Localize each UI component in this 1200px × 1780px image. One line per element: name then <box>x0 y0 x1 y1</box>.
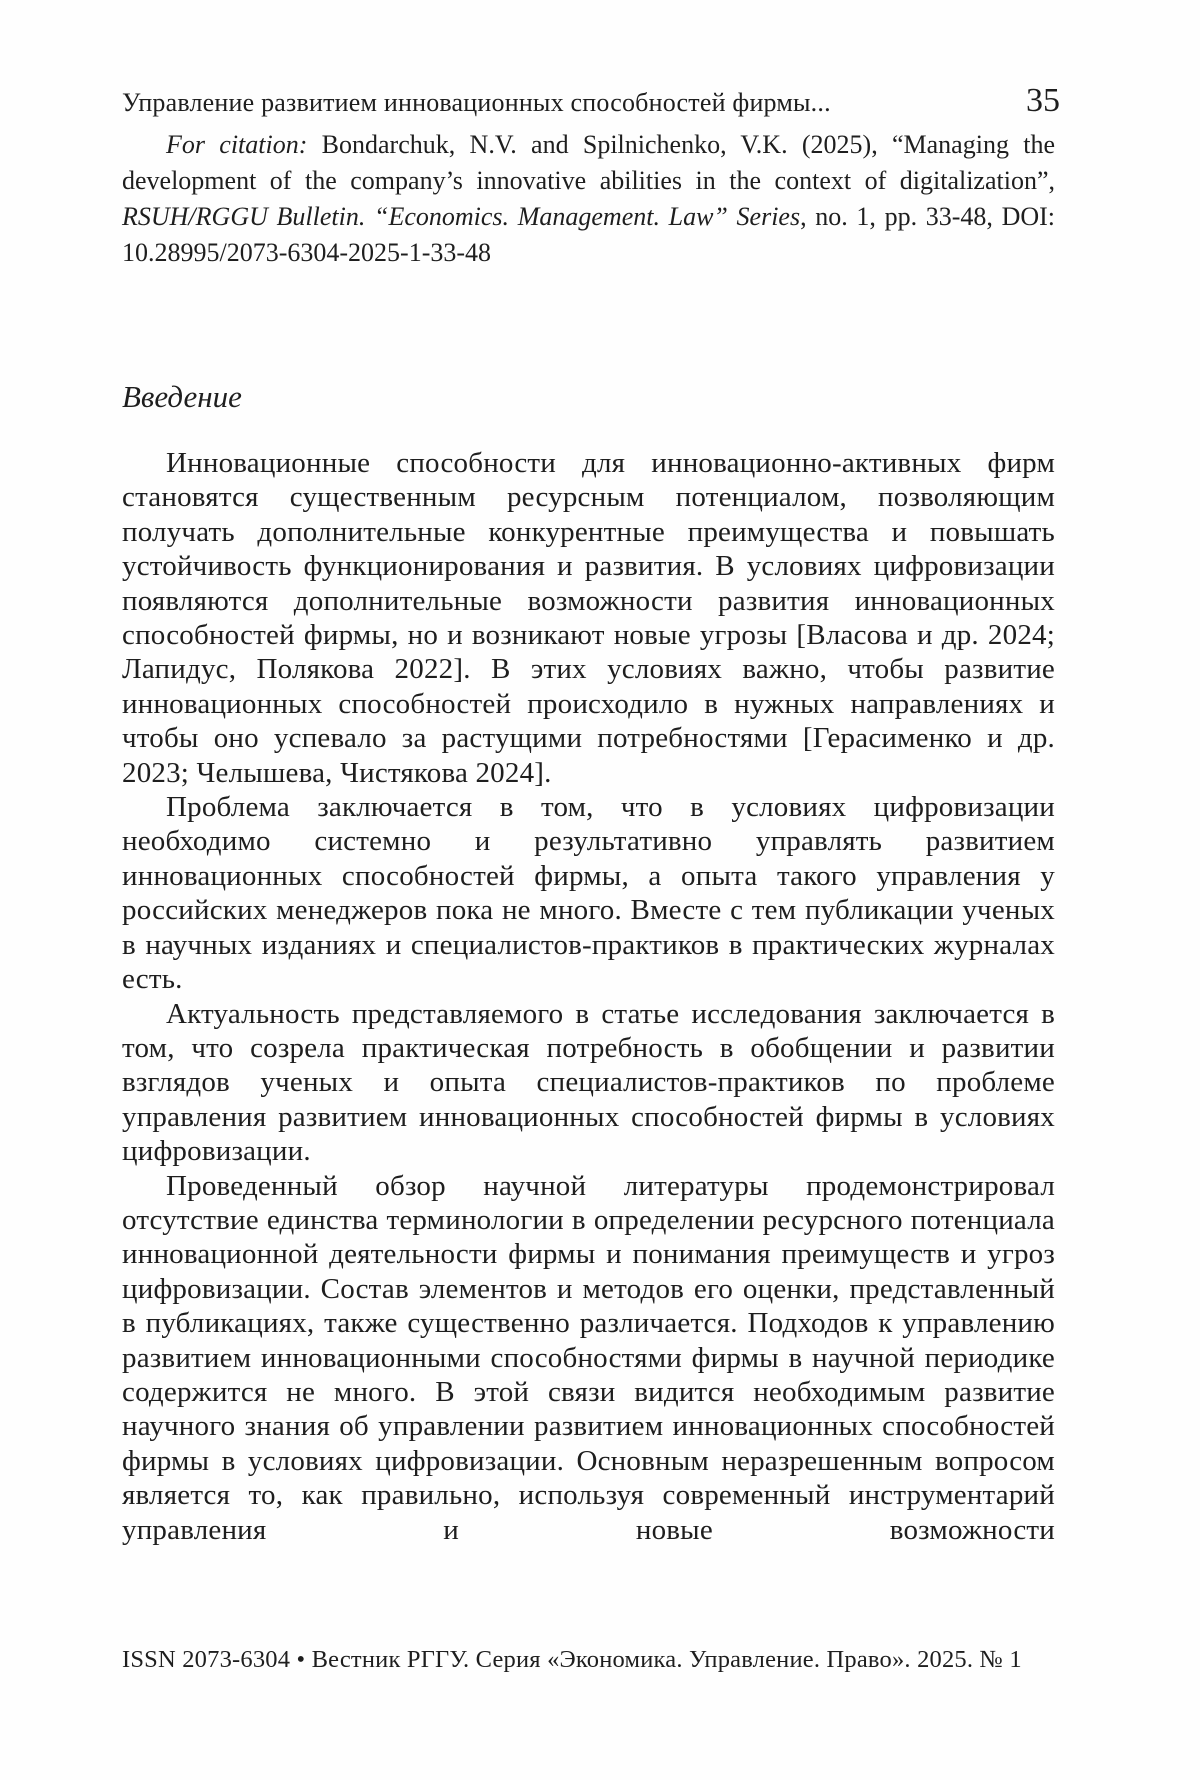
body-paragraph: Проблема заключается в том, что в условиях цифровизации необходимо системно и результативно управлять развитием инновационных способностей фирмы, а опыта такого управления у российских менеджеров пока не много. Вместе с тем публикации ученых в научных изданиях и специалистов-практиков в практических журналах есть. <box>122 791 1055 996</box>
body-paragraph: Актуальность представляемого в статье исследования заключается в том, что созрела практическая потребность в обобщении и развитии взглядов ученых и опыта специалистов-практиков по проблеме управления развитием инновационных способностей фирмы в условиях цифровизации. <box>122 997 1055 1168</box>
page-number: 35 <box>1026 82 1060 119</box>
article-body <box>122 446 1055 1547</box>
citation-label: For citation: <box>166 130 322 159</box>
body-paragraph: Проведенный обзор научной литературы продемонстрировал отсутствие единства терминологии в определении ресурсного потенциала инновационной деятельности фирмы и понимания преимуществ и угроз цифровизации. Состав элементов и методов его оценки, представленный в публикациях, также существенно различается. Подходов к управлению развитием инновационными способностями фирмы в научной периодике содержится не много. В этой связи видится необходимым развитие научного знания об управлении развитием инновационных способностей фирмы в условиях цифровизации. Основным неразрешенным вопросом является то, как правильно, используя современный инструментарий управления и новые возможности <box>122 1169 1055 1546</box>
running-head-title: Управление развитием инновационных способностей фирмы... <box>122 88 831 117</box>
citation-source: RSUH/RGGU Bulletin. “Economics. Management. Law” Series <box>122 202 801 231</box>
citation-block <box>122 127 1055 271</box>
body-paragraph: Инновационные способности для инновационно-активных фирм становятся существенным ресурсным потенциалом, позволяющим получать дополнительные конкурентные преимущества и повышать устойчивость функционирования и развития. В условиях цифровизации появляются дополнительные возможности развития инновационных способностей фирмы, но и возникают новые угрозы [Власова и др. 2024; Лапидус, Полякова 2022]. В этих условиях важно, чтобы развитие инновационных способностей происходило в нужных направлениях и чтобы оно успевало за растущими потребностями [Герасименко и др. 2023; Челышева, Чистякова 2024]. <box>122 447 1055 789</box>
running-header <box>122 82 1060 120</box>
footer-issn-line: ISSN 2073-6304 • Вестник РГГУ. Серия «Экономика. Управление. Право». 2025. № 1 <box>122 1646 1022 1673</box>
citation-pages-doi: , no. 1, pp. 33-48, DOI: 10.28995/2073-6304-2025-1-33-48 <box>122 202 1056 267</box>
citation-authors-title: Bondarchuk, N.V. and Spilnichenko, V.K. (2025), “Managing the development of the company’s innovative abilities in the context of digitalization”, <box>122 130 1055 195</box>
section-heading-introduction: Введение <box>122 379 242 414</box>
